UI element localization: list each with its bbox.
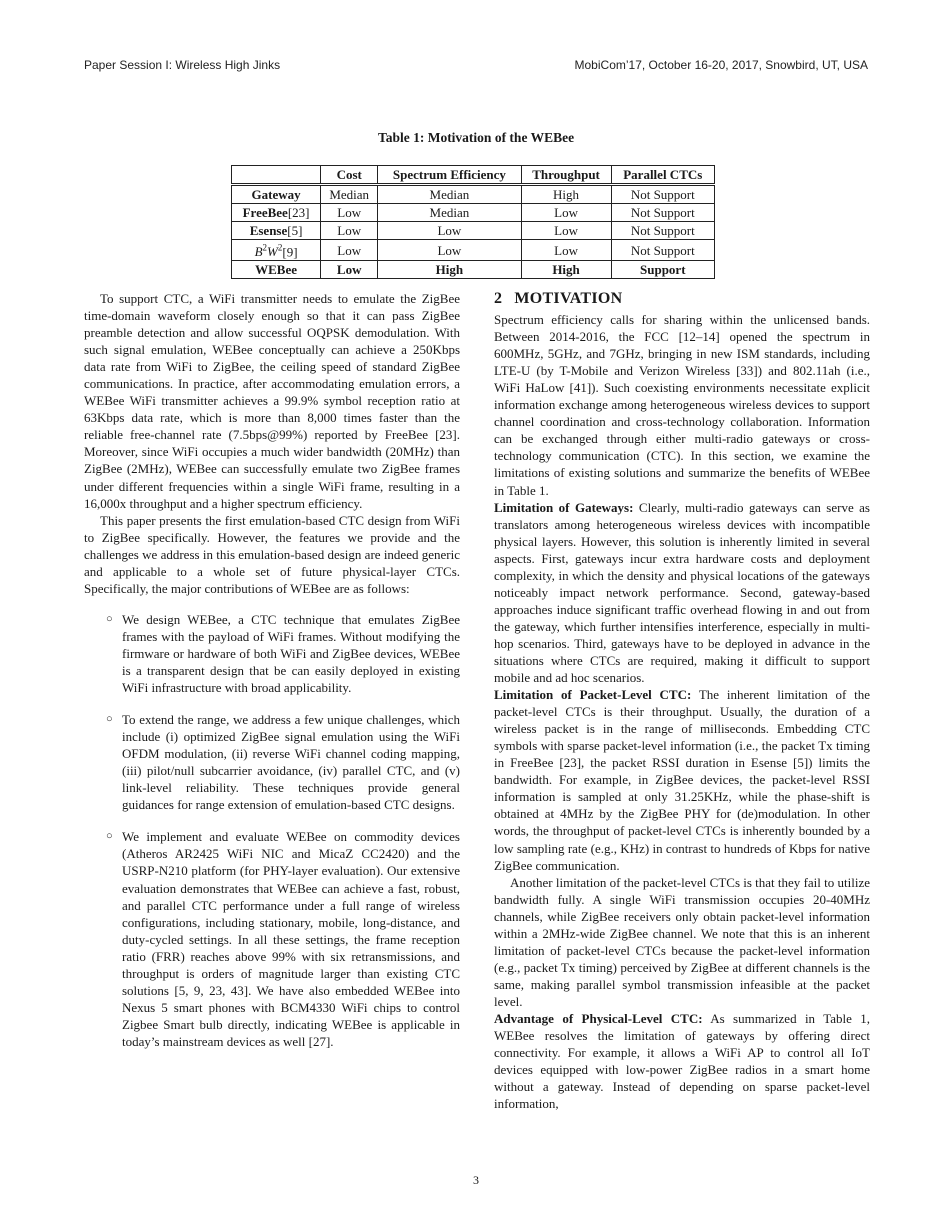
table-header-cell: Cost [321,166,378,185]
table-header-cell: Parallel CTCs [611,166,714,185]
list-item: ○ We implement and evaluate WEBee on commodity devices (Atheros AR2425 WiFi NIC and MicaZ CC2420) and the USRP-N210 platform (for PHY-layer evaluation). Our extensive evaluation demonstrates that WEBee can achieve a fast, robust, and parallel CTC performance under a full range of wireless configurations, including stationary, mobile, long-distance, and duty-cycled settings. In all these settings, the frame reception ratio (FRR) reaches above 99% with six retransmissions, and throughput is orders of magnitude larger than existing CTC solutions [5, 9, 23, 43]. We have also embedded WEBee into Nexus 5 smart phones with BCM4330 WiFi chips to control Zigbee Smart bulb directly, indicating WEBee is applicable in today’s mainstream devices as well [27]. [106,829,460,1049]
table-row [232,222,715,240]
cost-cell: Median [321,185,378,204]
spectrum-cell: High [378,261,521,279]
table-row [232,240,715,261]
table-header-cell: Spectrum Efficiency [378,166,521,185]
throughput-cell: Low [521,204,611,222]
cost-cell: Low [321,261,378,279]
paragraph: Another limitation of the packet-level CTCs is that they fail to utilize bandwidth fully. A single WiFi transmission occupies 20-40MHz channels, while ZigBee receivers only obtain packet-level information within a 2MHz-wide ZigBee channel. We note that this is an inherent limitation of packet-level CTCs because the packet-level information (e.g., packet Tx timing) perceived by ZigBee at different channels is the same, making parallel symbol transmission infeasible at the packet level. [494,874,870,1009]
throughput-cell: Low [521,222,611,240]
row-name: FreeBee[23] [232,204,321,222]
throughput-cell: High [521,261,611,279]
table-row [232,185,715,204]
paragraph: Limitation of Packet-Level CTC: The inherent limitation of the packet-level CTCs is their throughput. Usually, the duration of a wireless packet is in the range of milliseconds. Embedding CTC symbols with sparse packet-level information (i.e., the packet Tx timing in FreeBee [23], the packet RSSI duration in Esense [5]) limits the bandwidth. For example, in ZigBee devices, the packet-level RSSI information is sampled at only 31.25KHz, while the phase-shift is obtained at 4MHz by the ZigBee PHY for (de)modulation. In other words, the throughput of packet-level CTCs is inherently bounded by a low sampling rate (e.g., KHz) in contrast to hundreds of Kbps for native ZigBee communication. [494,687,870,873]
motivation-table [231,165,715,279]
paragraph: This paper presents the first emulation-based CTC design from WiFi to ZigBee specifically. However, the features we provide and the challenges we address in this emulation-based design are indeed generic and applicable to a whole set of future physical-layer CTCs. Specifically, the major contributions of WEBee are as follows: [84,512,460,596]
table-caption: Table 1: Motivation of the WEBee [377,130,575,145]
bullet-icon: ○ [106,612,113,625]
spectrum-cell: Median [378,185,521,204]
paragraph: To support CTC, a WiFi transmitter needs to emulate the ZigBee time-domain waveform closely enough so that it can pass ZigBee preamble detection and allow successful OQPSK demodulation. With such signal emulation, WEBee conceptually can achieve a 250Kbps data rate from WiFi to ZigBee, the ceiling speed of standard ZigBee communications. In practice, after accommodating emulation errors, a WEBee WiFi transmitter achieves a 99.9% symbol reception ratio at 63Kbps data rate, which is more than 8,000 times faster than the reliable free-channel rate (7.5bps@99%) reported by FreeBee [23]. Moreover, since WiFi occupies a much wider bandwidth (20MHz) than ZigBee (2MHz), WEBee can successfully emulate two ZigBee frames under different frequencies within a single WiFi frame, resulting in a 16,000x throughput and a higher spectrum efficiency. [84,291,460,511]
row-name: $B^2W^2[9]$ [232,240,321,261]
paragraph: Limitation of Gateways: Clearly, multi-radio gateways can serve as translators among heterogeneous wireless devices with incompatible physical layers. However, this solution is inherently limited in several aspects. First, gateways incur extra hardware costs and deployment complexity, in which the density and physical locations of the gateways noticeably impact network performance. Second, gateway-based approaches induce significant traffic overhead flowing in and out from the gateway, which further intensifies interference, especially in multi-hop scenarios. Third, gateways have to be deployed in advance in the situations where CTCs are required, making it difficult to support mobile and ad hoc scenarios. [494,499,870,686]
paragraph: Spectrum efficiency calls for sharing within the unlicensed bands. Between 2014-2016, the FCC [12–14] opened the spectrum in 600MHz, 5GHz, and 7GHz, bringing in new ISM standards, including LTE-U (by T-Mobile and Verizon Wireless [33]) and 802.11ah (i.e., WiFi HaLow [41]). Such coexisting environments necessitate explicit information exchange among heterogeneous wireless devices to support channel coordination and cross-technology collaboration. Information can be exchanged through either multi-radio gateways or cross-technology communication (CTC). In this section, we examine the limitations of existing solutions and summarize the benefits of WEBee in Table 1. [494,312,870,498]
cost-cell: Low [321,204,378,222]
list-item: ○ To extend the range, we address a few unique challenges, which include (i) optimized ZigBee signal emulation using the WiFi OFDM modulation, (ii) reverse WiFi channel coding mapping, (iii) pilot/null subcarrier avoidance, (iv) parallel CTC, and (v) link-level reliability. These techniques provide general guidances for range extension of emulation-based CTC designs. [106,712,460,813]
parallel-cell: Not Support [611,240,714,261]
table-header-cell [232,166,321,185]
bullet-icon: ○ [106,830,113,843]
contributions-list [84,611,460,1050]
right-column [494,290,870,1112]
page-number: 3 [473,1173,479,1187]
parallel-cell: Not Support [611,222,714,240]
row-name: Gateway [232,185,321,204]
throughput-cell: High [521,185,611,204]
row-name: Esense[5] [232,222,321,240]
table-header-row [232,166,715,185]
table-row [232,261,715,279]
list-item: ○ We design WEBee, a CTC technique that emulates ZigBee frames with the payload of WiFi frames. Without modifying the firmware or hardware of both WiFi and ZigBee devices, WEBee is a transparent design that be can easily deployed in existing WiFi infrastructure with broad applicability. [106,611,460,696]
bullet-icon: ○ [106,713,113,726]
table-row [232,204,715,222]
spectrum-cell: Low [378,222,521,240]
running-header-left: Paper Session I: Wireless High Jinks [84,58,281,72]
cost-cell: Low [321,240,378,261]
row-name: WEBee [232,261,321,279]
section-heading: 2 MOTIVATION [494,290,623,307]
b2w2-label: $B^2W^2$ [254,243,283,260]
parallel-cell: Support [611,261,714,279]
spectrum-cell: Median [378,204,521,222]
parallel-cell: Not Support [611,185,714,204]
table-header-cell: Throughput [521,166,611,185]
parallel-cell: Not Support [611,204,714,222]
throughput-cell: Low [521,240,611,261]
left-column [84,290,460,1065]
spectrum-cell: Low [378,240,521,261]
paragraph: Advantage of Physical-Level CTC: As summarized in Table 1, WEBee resolves the limitation of gateways by offering direct connectivity. For example, it allows a WiFi AP to control all IoT devices equipped with low-power ZigBee radios in a smart home without a gateway. Instead of depending on sparse packet-level information, [494,1010,871,1112]
cost-cell: Low [321,222,378,240]
running-header-right: MobiCom’17, October 16-20, 2017, Snowbird, UT, USA [574,58,868,72]
